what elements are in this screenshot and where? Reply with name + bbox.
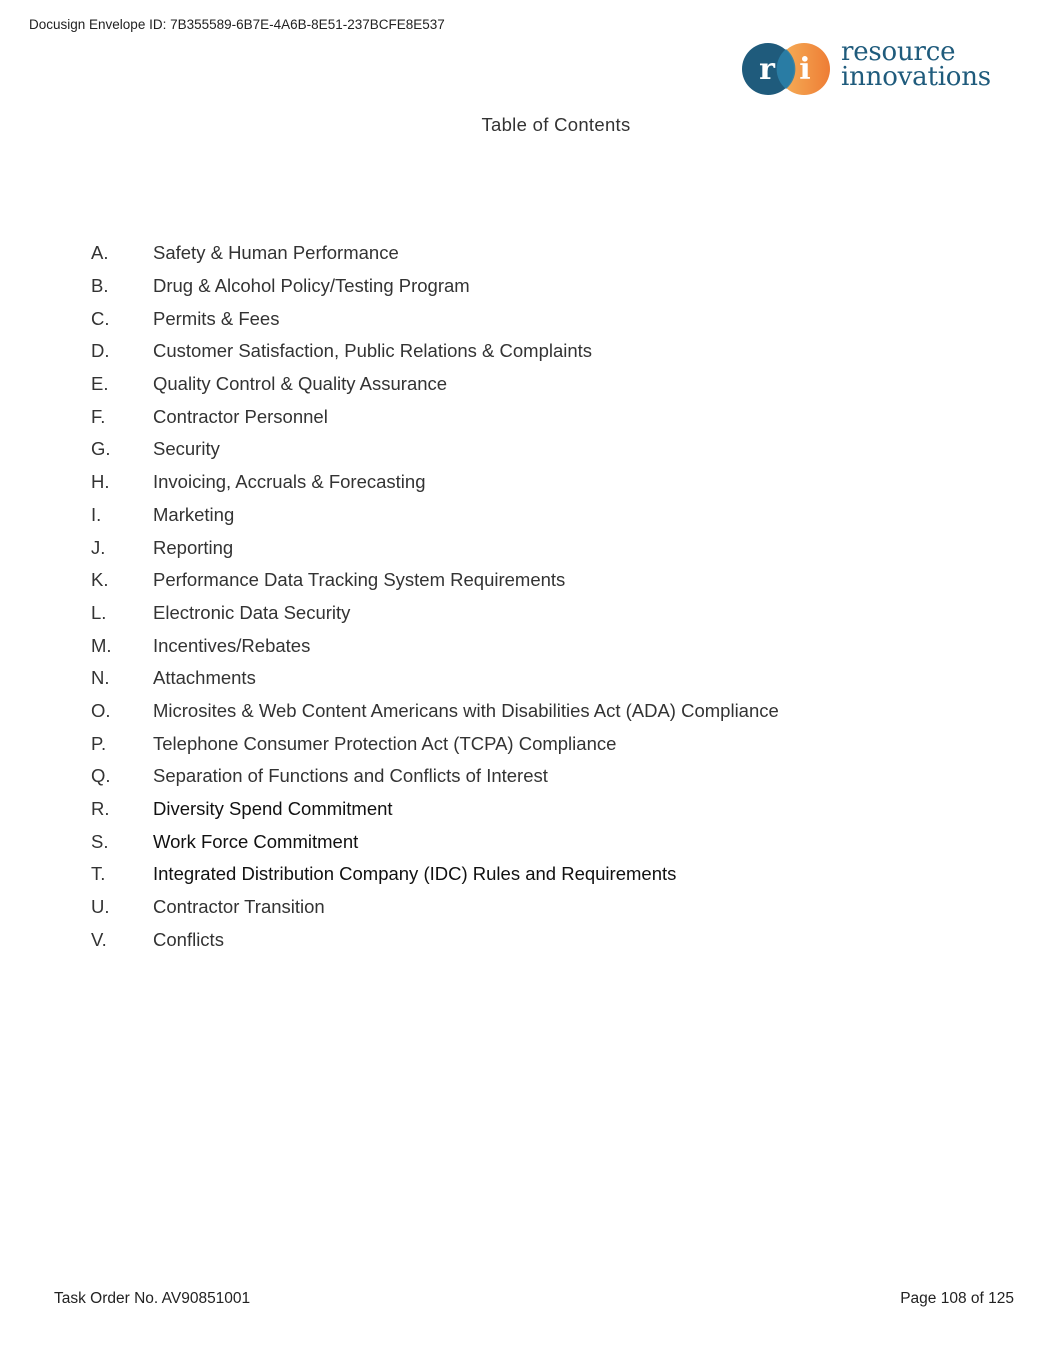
toc-letter: E. <box>91 373 109 395</box>
toc-item-d <box>91 335 779 368</box>
toc-item-l <box>91 597 779 630</box>
toc-label: Safety & Human Performance <box>153 242 399 264</box>
toc-letter: L. <box>91 601 107 623</box>
toc-label: Attachments <box>153 667 256 689</box>
toc-letter: I. <box>91 503 102 525</box>
logo-wordmark <box>841 37 991 92</box>
toc-letter: H. <box>91 471 110 493</box>
toc-item-a <box>91 237 779 270</box>
toc-item-i <box>91 499 779 532</box>
toc-letter: K. <box>91 569 109 591</box>
toc-item-n <box>91 662 779 695</box>
toc-item-e <box>91 368 779 401</box>
toc-letter: G. <box>91 438 111 460</box>
toc-letter: S. <box>91 830 109 852</box>
toc-letter: F. <box>91 405 106 427</box>
toc-letter: T. <box>91 863 106 885</box>
toc-letter: R. <box>91 798 110 820</box>
toc-letter: U. <box>91 896 110 918</box>
toc-label: Permits & Fees <box>153 307 280 329</box>
toc-item-u <box>91 891 779 924</box>
toc-letter: C. <box>91 307 110 329</box>
toc-label: Diversity Spend Commitment <box>153 798 393 820</box>
toc-letter: O. <box>91 699 111 721</box>
toc-item-h <box>91 466 779 499</box>
toc-label: Separation of Functions and Conflicts of Interest <box>153 765 548 787</box>
toc-item-j <box>91 531 779 564</box>
toc-label: Work Force Commitment <box>153 830 359 852</box>
toc-label: Invoicing, Accruals & Forecasting <box>153 471 426 493</box>
toc-label: Contractor Personnel <box>153 405 328 427</box>
toc-letter: M. <box>91 634 112 656</box>
toc-item-f <box>91 400 779 433</box>
toc-item-p <box>91 727 779 760</box>
logo-line-resource: resource <box>841 37 956 67</box>
toc-letter: D. <box>91 340 110 362</box>
table-of-contents <box>91 237 779 956</box>
toc-label: Reporting <box>153 536 234 558</box>
toc-item-r <box>91 793 779 826</box>
toc-item-o <box>91 695 779 728</box>
page-number: Page 108 of 125 <box>900 1290 1014 1307</box>
toc-label: Security <box>153 438 220 460</box>
toc-label: Quality Control & Quality Assurance <box>153 373 448 395</box>
toc-item-m <box>91 629 779 662</box>
toc-label: Incentives/Rebates <box>153 634 311 656</box>
toc-letter: Q. <box>91 765 111 787</box>
toc-label: Electronic Data Security <box>153 601 351 623</box>
toc-label: Telephone Consumer Protection Act (TCPA) Compliance <box>153 732 617 754</box>
docusign-envelope-id: Docusign Envelope ID: 7B355589-6B7E-4A6B-8E51-237BCFE8E537 <box>29 17 445 32</box>
svg-text:i: i <box>799 52 811 87</box>
toc-item-c <box>91 302 779 335</box>
toc-item-k <box>91 564 779 597</box>
toc-label: Performance Data Tracking System Requirements <box>153 569 566 591</box>
page-title: Table of Contents <box>481 114 631 135</box>
toc-label: Microsites & Web Content Americans with Disabilities Act (ADA) Compliance <box>153 699 779 721</box>
toc-label: Integrated Distribution Company (IDC) Rules and Requirements <box>153 863 677 885</box>
toc-label: Drug & Alcohol Policy/Testing Program <box>153 275 470 297</box>
logo-line-innovations: innovations <box>841 62 991 92</box>
svg-text:r: r <box>759 52 775 87</box>
toc-letter: A. <box>91 242 109 264</box>
toc-label: Contractor Transition <box>153 896 325 918</box>
toc-letter: N. <box>91 667 110 689</box>
toc-item-b <box>91 270 779 303</box>
toc-letter: V. <box>91 928 107 950</box>
toc-label: Conflicts <box>153 928 224 950</box>
toc-item-s <box>91 825 779 858</box>
toc-label: Marketing <box>153 503 235 525</box>
toc-item-v <box>91 923 779 956</box>
toc-item-t <box>91 858 779 891</box>
toc-letter: B. <box>91 275 109 297</box>
toc-label: Customer Satisfaction, Public Relations & Complaints <box>153 340 593 362</box>
toc-letter: J. <box>91 536 106 558</box>
resource-innovations-logo <box>741 37 1011 98</box>
toc-item-g <box>91 433 779 466</box>
toc-letter: P. <box>91 732 107 754</box>
ri-logo-icon <box>741 42 833 96</box>
task-order-number: Task Order No. AV90851001 <box>54 1290 251 1307</box>
toc-item-q <box>91 760 779 793</box>
